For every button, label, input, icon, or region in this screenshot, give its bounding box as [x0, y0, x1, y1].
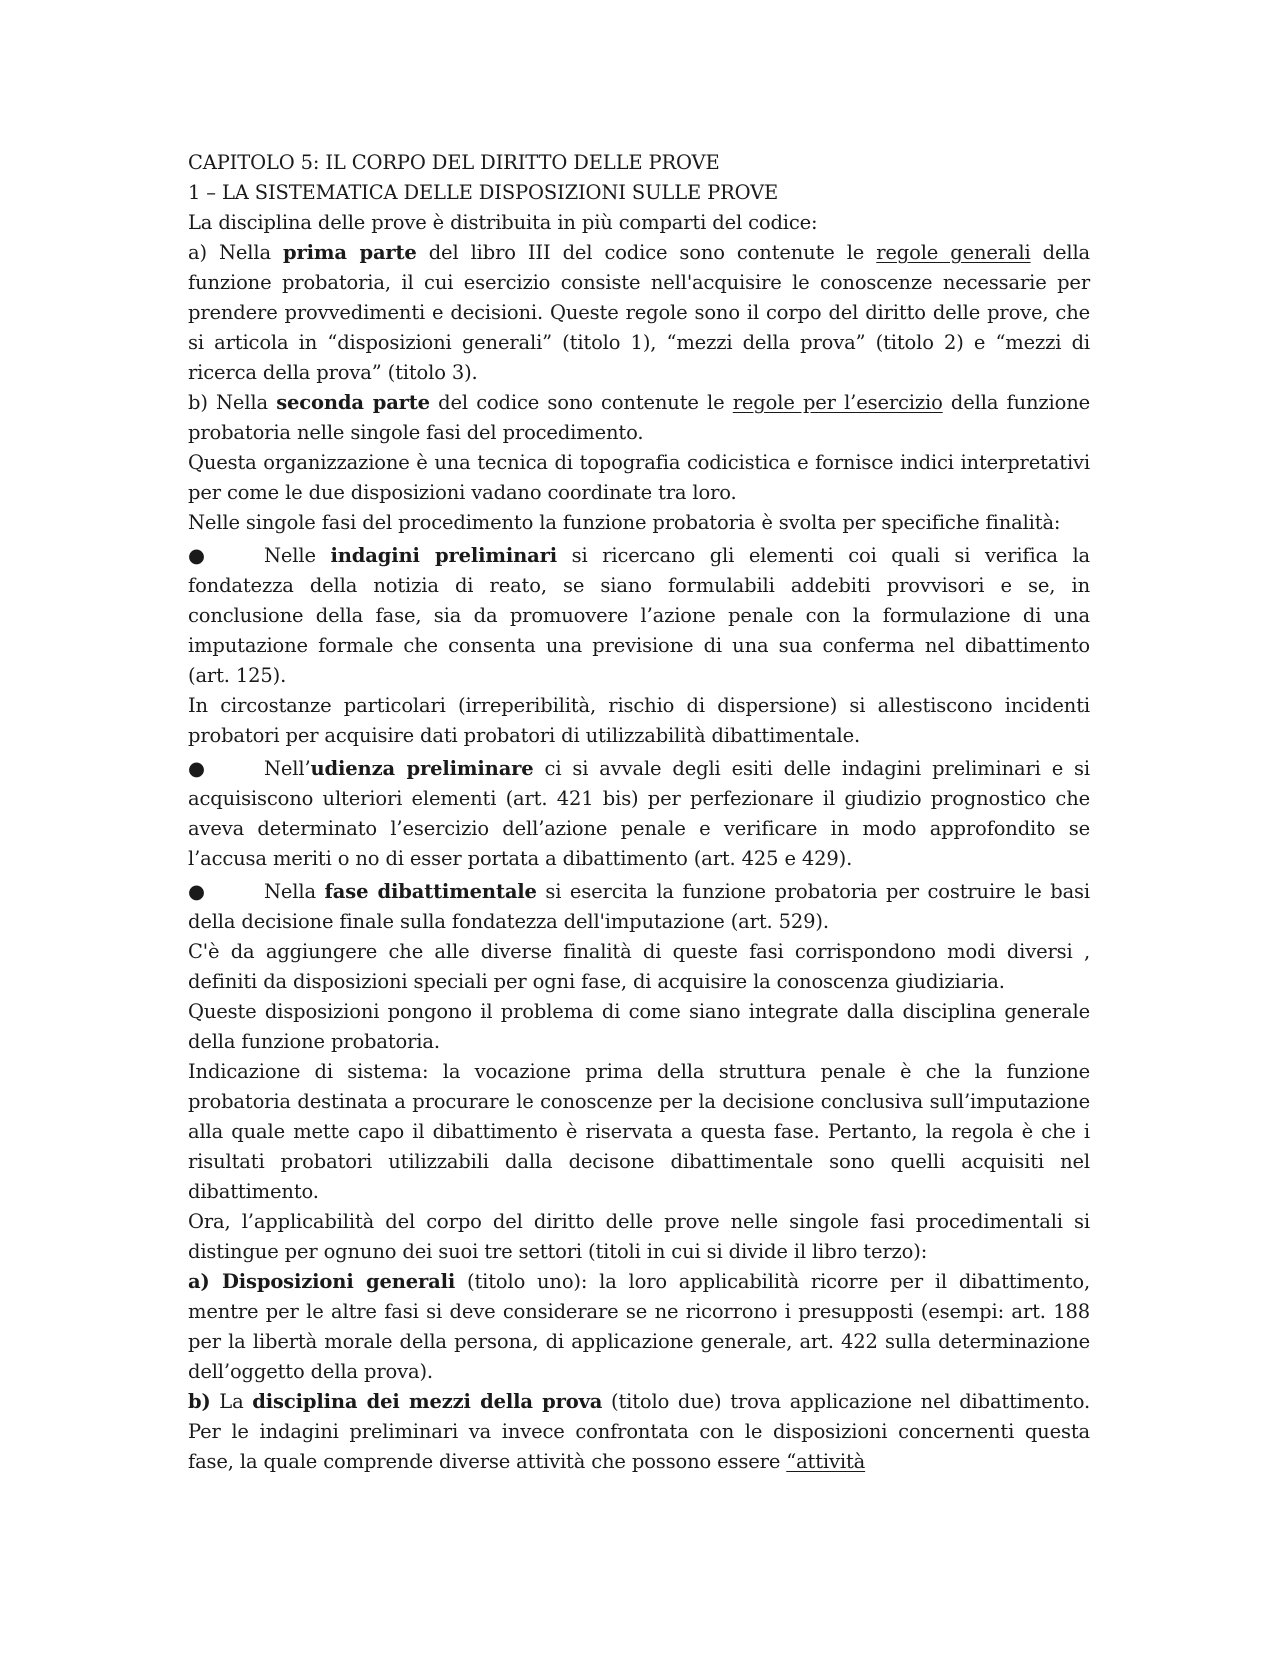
underline-regole-esercizio: regole per l’esercizio — [732, 391, 943, 414]
underline-regole-generali: regole generali — [876, 241, 1031, 264]
bullet-icon: ● — [188, 880, 205, 903]
paragraph-a: a) Nella prima parte del libro III del codice sono contenute le regole generali della funzione probatoria, il cui esercizio consiste nell'acquisire le conoscenze necessarie per prendere provvedimenti e decisioni. Queste regole sono il corpo del diritto delle prove, che si articola in “disposizioni generali” (titolo 1), “mezzi della prova” (titolo 2) e “mezzi di ricerca della prova” (titolo 3). — [188, 241, 1091, 384]
underline-attivita: “attività — [786, 1450, 866, 1473]
paragraph-fasi: Nelle singole fasi del procedimento la funzione probatoria è svolta per specifiche finalità: — [188, 511, 1061, 534]
bullet-fase-dibattimentale: ● Nella fase dibattimentale si esercita la funzione probatoria per costruire le basi della decisione finale sulla fondatezza dell'imputazione (art. 529). — [188, 877, 1090, 937]
section-title: 1 – LA SISTEMATICA DELLE DISPOSIZIONI SULLE PROVE — [188, 181, 779, 204]
paragraph-circostanze: In circostanze particolari (irreperibilità, rischio di dispersione) si allestiscono incidenti probatori per acquisire dati probatori di utilizzabilità dibattimentale. — [188, 694, 1090, 747]
bold-prima-parte: prima parte — [282, 241, 417, 264]
bullet-indagini-preliminari: ● Nelle indagini preliminari si ricercano gli elementi coi quali si verifica la fondatezza della notizia di reato, se siano formulabili addebiti provvisori e se, in conclusione della fase, sia da promuovere l’azione penale con la formulazione di una imputazione formale che consenta una previsione di una sua conferma nel dibattimento (art. 125). — [188, 541, 1090, 691]
paragraph-queste-disposizioni: Queste disposizioni pongono il problema di come siano integrate dalla disciplina generale della funzione probatoria. — [188, 1000, 1090, 1053]
bold-seconda-parte: seconda parte — [276, 391, 430, 414]
paragraph-b: b) Nella seconda parte del codice sono contenute le regole per l’esercizio della funzione probatoria nelle singole fasi del procedimento. — [188, 391, 1091, 444]
item-a-disposizioni-generali: a) Disposizioni generali (titolo uno): la loro applicabilità ricorre per il dibattimento, mentre per le altre fasi si deve considerare se ne ricorrono i presupposti (esempi: art. 188 per la libertà morale della persona, di applicazione generale, art. 422 sulla determinazione dell’oggetto della prova). — [188, 1270, 1090, 1383]
paragraph-indicazione: Indicazione di sistema: la vocazione prima della struttura penale è che la funzione probatoria destinata a procurare le conoscenze per la decisione conclusiva sull’imputazione alla quale mette capo il dibattimento è riservata a questa fase. Pertanto, la regola è che i risultati probatori utilizzabili dalla decisone dibattimentale sono quelli acquisiti nel dibattimento. — [188, 1060, 1090, 1203]
bullet-udienza-preliminare: ● Nell’udienza preliminare ci si avvale degli esiti delle indagini preliminari e si acquisiscono ulteriori elementi (art. 421 bis) per perfezionare il giudizio prognostico che aveva determinato l’esercizio dell’azione penale e verificare in modo approfondito se l’accusa meriti o no di esser portata a dibattimento (art. 425 e 429). — [188, 754, 1090, 874]
paragraph-organizzazione: Questa organizzazione è una tecnica di topografia codicistica e fornisce indici interpretativi per come le due disposizioni vadano coordinate tra loro. — [188, 451, 1090, 504]
bullet-icon: ● — [188, 757, 205, 780]
bullet-icon: ● — [188, 544, 205, 567]
chapter-heading: CAPITOLO 5: IL CORPO DEL DIRITTO DELLE PROVE — [188, 151, 720, 174]
item-b-mezzi-prova: b) La disciplina dei mezzi della prova (titolo due) trova applicazione nel dibattimento. Per le indagini preliminari va invece confrontata con le disposizioni concernenti questa fase, la quale comprende diverse attività che possono essere “attività — [188, 1390, 1091, 1473]
intro-paragraph: La disciplina delle prove è distribuita in più comparti del codice: — [188, 211, 818, 234]
paragraph-aggiungere: C'è da aggiungere che alle diverse finalità di queste fasi corrispondono modi diversi , definiti da disposizioni speciali per ogni fase, di acquisire la conoscenza giudiziaria. — [188, 940, 1090, 993]
document-page — [188, 148, 1090, 1477]
paragraph-ora: Ora, l’applicabilità del corpo del diritto delle prove nelle singole fasi procedimentali si distingue per ognuno dei suoi tre settori (titoli in cui si divide il libro terzo): — [188, 1210, 1090, 1263]
